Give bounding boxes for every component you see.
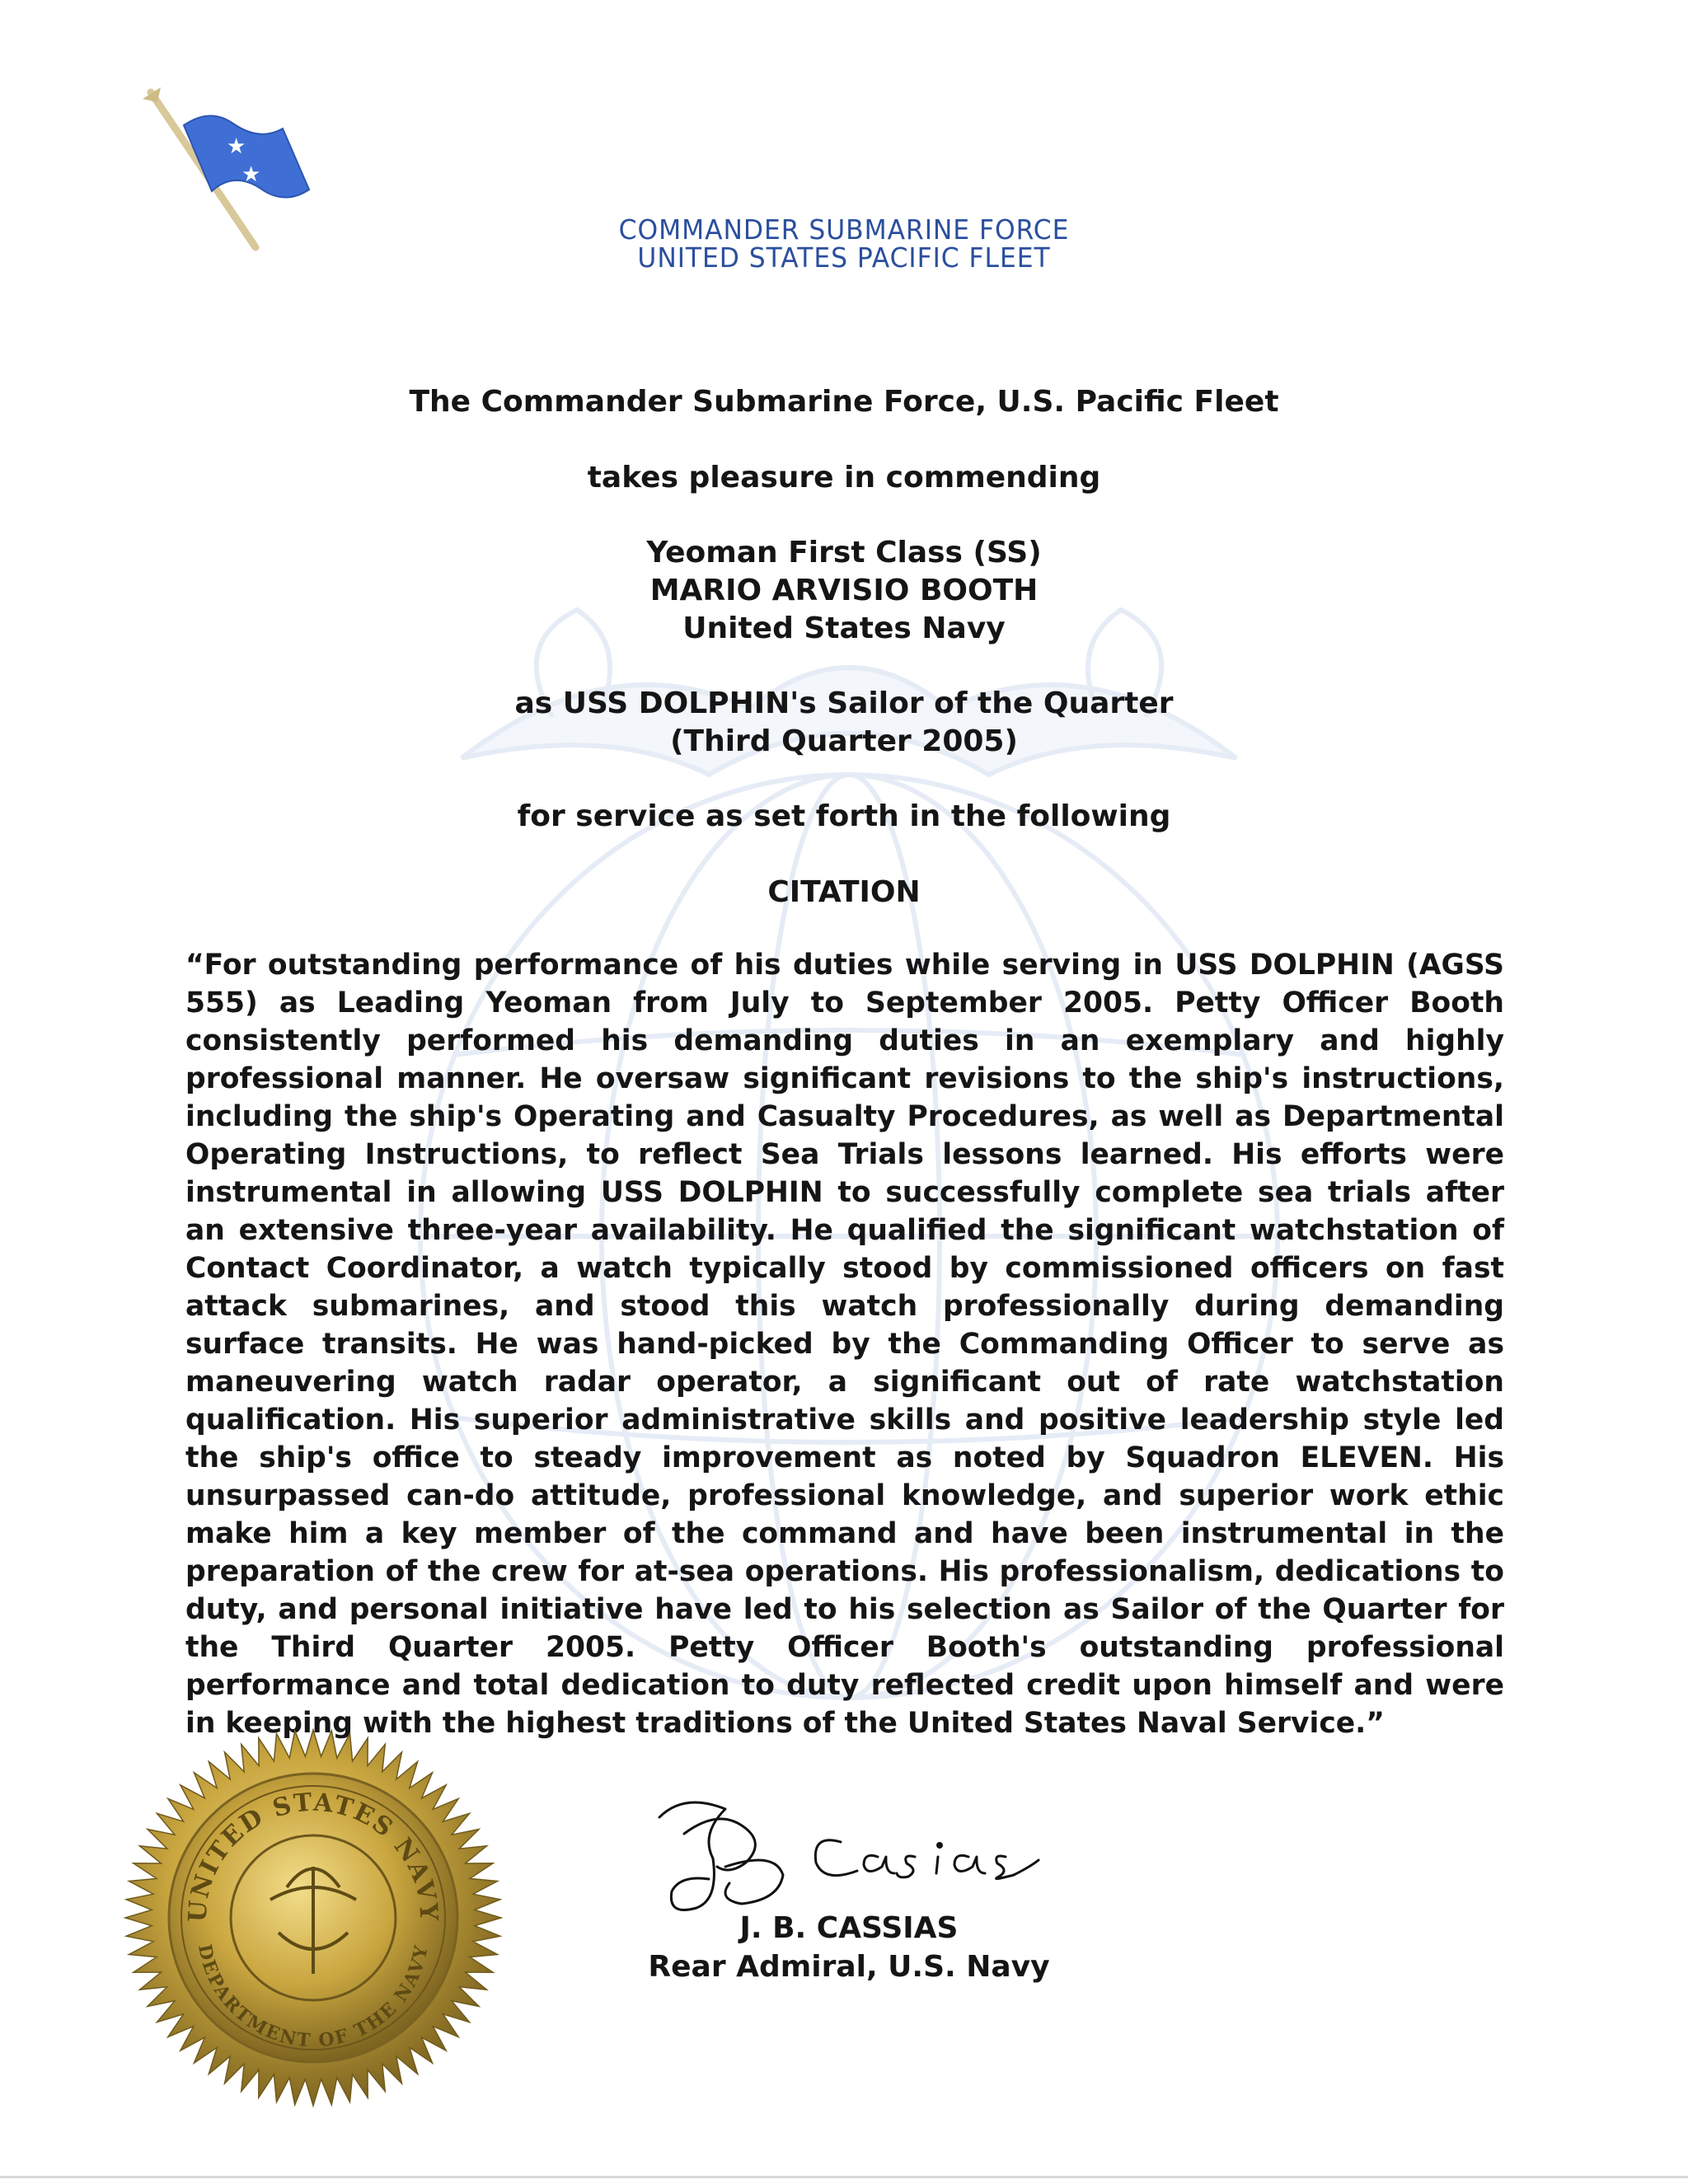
letterhead-line-1: COMMANDER SUBMARINE FORCE — [618, 213, 1070, 246]
commendation-from: The Commander Submarine Force, U.S. Pacific Fleet — [409, 385, 1279, 419]
signer-title: Rear Admiral, U.S. Navy — [648, 1950, 1050, 1984]
svg-text:★: ★ — [227, 134, 246, 159]
commendation-action: takes pleasure in commending — [587, 461, 1101, 494]
award-title: as USS DOLPHIN's Sailor of the Quarter — [514, 687, 1174, 720]
citation-intro: for service as set forth in the following — [517, 799, 1171, 833]
page-edge-divider — [0, 2176, 1688, 2178]
svg-text:★: ★ — [241, 162, 261, 187]
recipient-rank: Yeoman First Class (SS) — [646, 536, 1042, 569]
seal-inscription-top: UNITED STATES NAVY — [183, 1788, 443, 1924]
citation-heading: CITATION — [767, 875, 921, 909]
recipient-service: United States Navy — [682, 612, 1006, 645]
award-period: (Third Quarter 2005) — [670, 724, 1018, 758]
recipient-name: MARIO ARVISIO BOOTH — [649, 574, 1039, 607]
gold-navy-seal-icon — [122, 1727, 505, 2110]
letterhead — [0, 213, 1688, 274]
seal-inscription-bottom: DEPARTMENT OF THE NAVY — [193, 1942, 434, 2052]
signer-name: J. B. CASSIAS — [739, 1911, 959, 1945]
letterhead-line-2: UNITED STATES PACIFIC FLEET — [637, 241, 1051, 274]
citation-text: “For outstanding performance of his duties while serving in USS DOLPHIN (AGSS 555) as Leading Yeoman from July to September 2005. Petty Officer Booth consistently performed his demanding duties in an exemplary and highly professional manner. He oversaw significant revisions to the ship's instructions, including the ship's Operating and Casualty Procedures, as well as Departmental Operating Instructions, to reflect Sea Trials lessons learned. His efforts were instrumental in allowing USS DOLPHIN to successfully complete sea trials after an extensive three-year availability. He qualified the significant watchstation of Contact Coordinator, a watch typically stood by commissioned officers on fast attack submarines, and stood this watch professionally during demanding surface transits. He was hand-picked by the Commanding Officer to serve as maneuvering watch radar operator, a significant out of rate watchstation qualification. His superior administrative skills and positive leadership style led the ship's office to steady improvement as noted by Squadron ELEVEN. His unsurpassed can-do attitude, professional knowledge, and superior work ethic make him a key member of the command and have been instrumental in the preparation of the crew for at-sea operations. His professionalism, dedications to duty, and personal initiative have led to his selection as Sailor of the Quarter for the Third Quarter 2005. Petty Officer Booth's outstanding professional performance and total dedication to duty reflected credit upon himself and were in keeping with the highest traditions of the United States Naval Service.” — [185, 949, 1504, 1740]
